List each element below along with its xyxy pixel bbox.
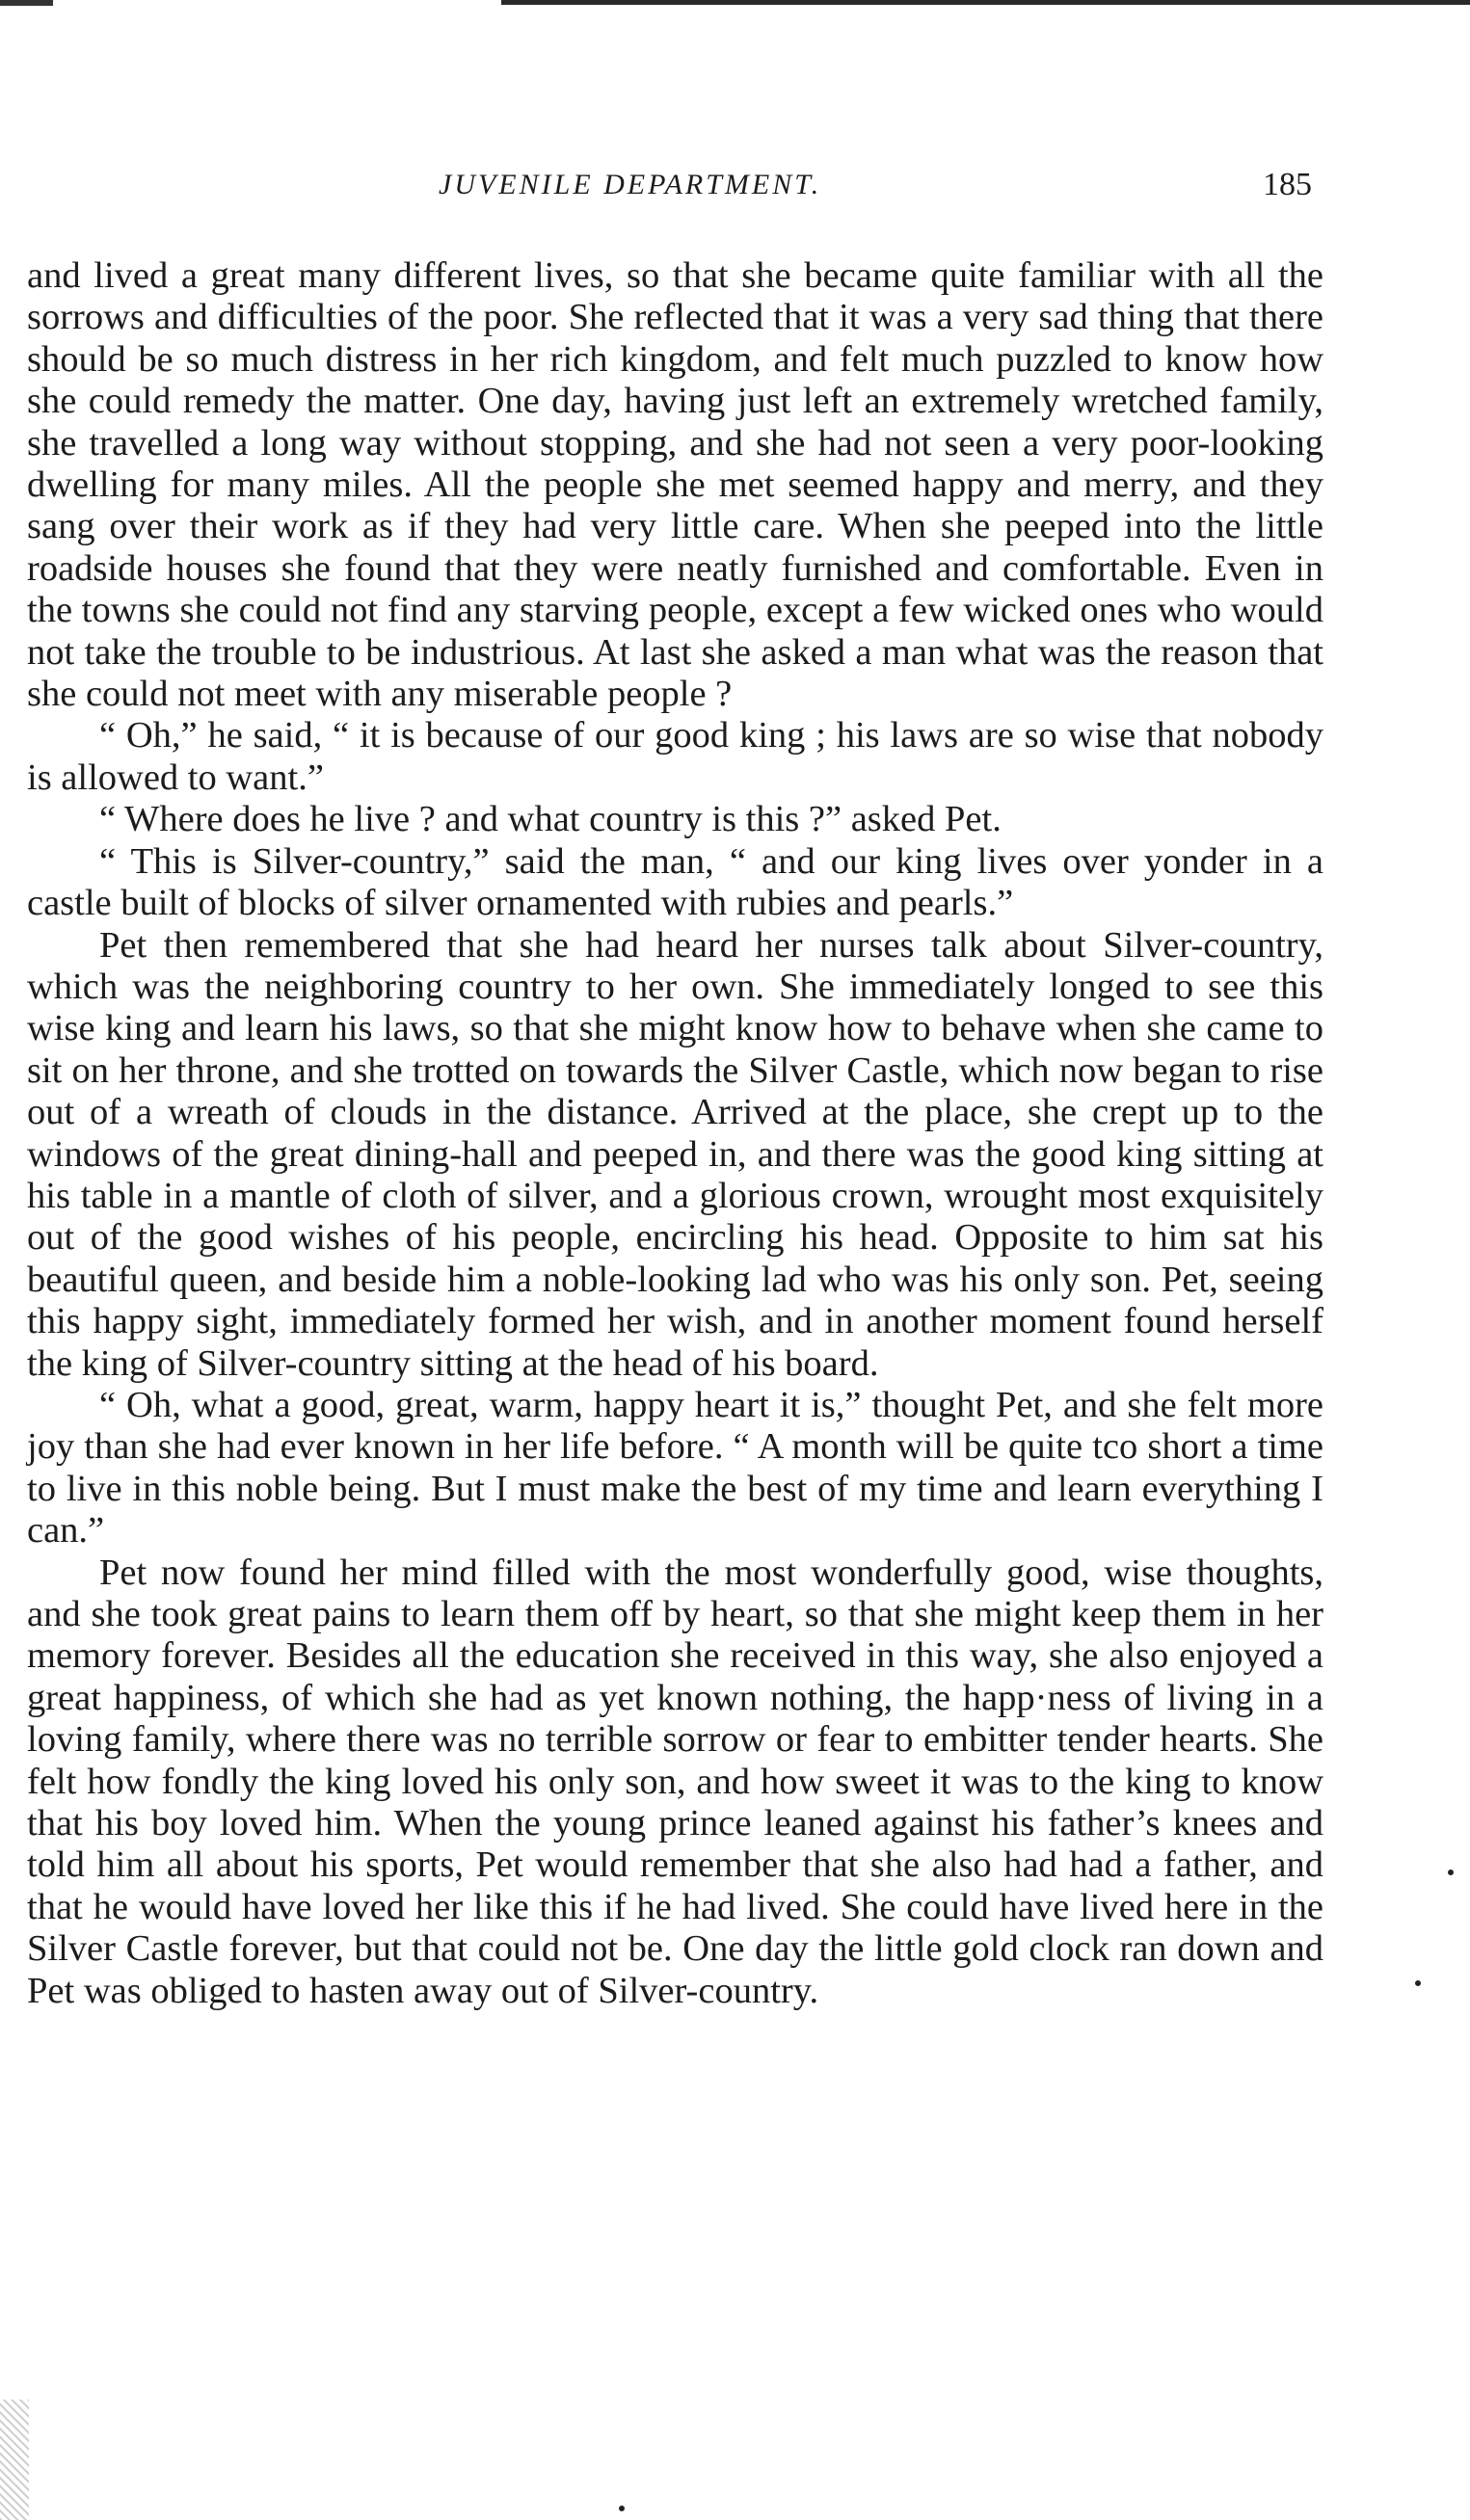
top-rule — [501, 0, 1470, 5]
paragraph: “ Oh, what a good, great, warm, happy heart it is,” thought Pet, and she felt more joy than she had ever known in her life before. “ A month will be quite tco short a time to live in this noble being. But I must make the best of my time and learn everything I can.” — [27, 1384, 1323, 1552]
paragraph: Pet then remembered that she had heard her nurses talk about Silver-country, which was the neighboring country to her own. She immediately longed to see this wise king and learn his laws, so that she might know how to behave when she came to sit on her throne, and she trotted on towards the Silver Castle, which now began to rise out of a wreath of clouds in the distance. Arrived at the place, she crept up to the windows of the great dining-hall and peeped in, and there was the good king sitting at his table in a mantle of cloth of silver, and a glorious crown, wrought most exquisitely out of the good wishes of his people, encircling his head. Opposite to him sat his beautiful queen, and beside him a noble-looking lad who was his only son. Pet, seeing this happy sight, immediately formed her wish, and in another moment found herself the king of Silver-country sitting at the head of his board. — [27, 924, 1323, 1384]
margin-speck — [1415, 1980, 1421, 1986]
page-number: 185 — [1263, 167, 1312, 202]
running-head — [0, 162, 1470, 208]
paragraph: “ Oh,” he said, “ it is because of our good king ; his laws are so wise that nobody is allowed to want.” — [27, 715, 1323, 798]
running-head-title: JUVENILE DEPARTMENT. — [439, 169, 822, 200]
edge-speckle — [0, 2400, 29, 2520]
margin-speck — [1448, 1870, 1454, 1875]
paragraph-continuation: and lived a great many different lives, so that she became quite familiar with all the sorrows and difficulties of the poor. She reflected that it was a very sad thing that there should be so much distress in her rich kingdom, and felt much puzzled to know how she could remedy the matter. One day, having just left an extremely wretched family, she travelled a long way without stopping, and she had not seen a very poor-looking dwelling for many miles. All the people she met seemed happy and merry, and they sang over their work as if they had very little care. When she peeped into the little roadside houses she found that they were neatly furnished and comfortable. Even in the towns she could not find any starving people, except a few wicked ones who would not take the trouble to be industrious. At last she asked a man what was the reason that she could not meet with any miserable people ? — [27, 255, 1323, 715]
paragraph: “ Where does he live ? and what country is this ?” asked Pet. — [99, 799, 1002, 840]
paragraph: “ This is Silver-country,” said the man, “ and our king lives over yonder in a castle built of blocks of silver ornamented with rubies and pearls.” — [27, 840, 1323, 924]
corner-mark — [0, 0, 53, 6]
body-text — [27, 255, 1323, 2012]
paragraph: Pet now found her mind filled with the most wonderfully good, wise thoughts, and she took great pains to learn them off by heart, so that she might keep them in her memory forever. Besides all the education she received in this way, she also enjoyed a great happiness, of which she had as yet known nothing, the happ·ness of living in a loving family, where there was no terrible sorrow or fear to embitter tender hearts. She felt how fondly the king loved his only son, and how sweet it was to the king to know that his boy loved him. When the young prince leaned against his father’s knees and told him all about his sports, Pet would remember that she also had had a father, and that he would have loved her like this if he had lived. She could have lived here in the Silver Castle forever, but that could not be. One day the little gold clock ran down and Pet was obliged to hasten away out of Silver-country. — [27, 1552, 1323, 2011]
margin-speck — [619, 2506, 625, 2511]
